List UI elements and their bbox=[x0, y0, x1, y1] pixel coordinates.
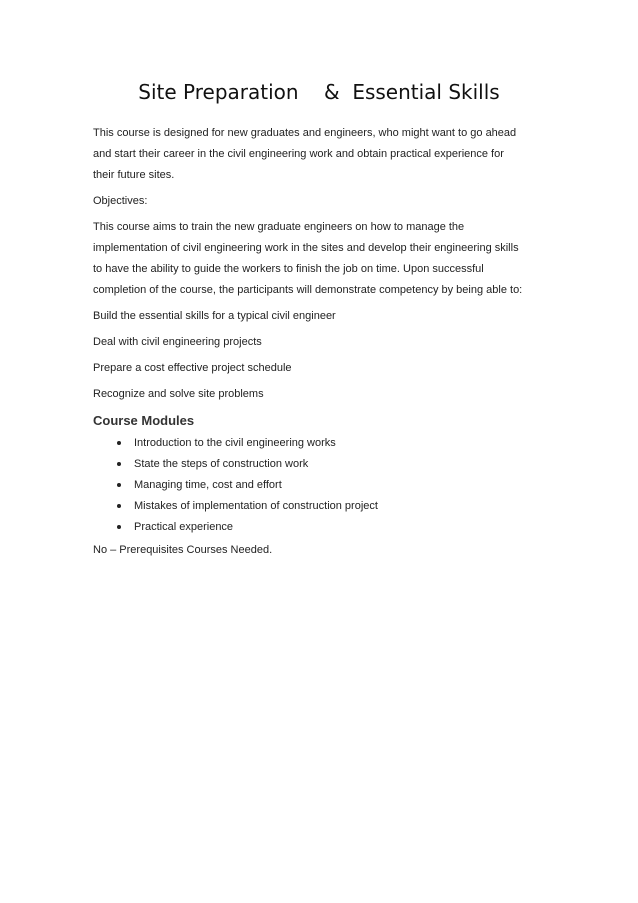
prerequisites-note: No – Prerequisites Courses Needed. bbox=[93, 544, 273, 556]
bullet-icon bbox=[117, 441, 121, 445]
module-label: Managing time, cost and effort bbox=[134, 479, 282, 491]
objectives-line: This course aims to train the new graduate engineers on how to manage the bbox=[93, 221, 465, 233]
bullet-icon bbox=[117, 483, 121, 487]
objectives-line: to have the ability to guide the workers to finish the job on time. Upon successful bbox=[93, 263, 484, 275]
outcome-item: Deal with civil engineering projects bbox=[93, 336, 262, 348]
intro-paragraph bbox=[93, 123, 553, 186]
module-item bbox=[93, 496, 553, 517]
module-item bbox=[93, 433, 553, 454]
intro-line: and start their career in the civil engineering work and obtain practical experience for bbox=[93, 148, 504, 160]
objectives-line: completion of the course, the participants will demonstrate competency by being able to: bbox=[93, 284, 523, 296]
objectives-paragraph bbox=[93, 217, 553, 301]
document-body bbox=[93, 123, 553, 566]
intro-line: This course is designed for new graduates and engineers, who might want to go ahead bbox=[93, 127, 517, 139]
objectives-line: implementation of civil engineering work in the sites and develop their engineering skills bbox=[93, 242, 519, 254]
module-label: Practical experience bbox=[134, 521, 234, 533]
bullet-icon bbox=[117, 462, 121, 466]
modules-heading: Course Modules bbox=[93, 413, 195, 428]
module-item bbox=[93, 454, 553, 475]
bullet-icon bbox=[117, 525, 121, 529]
intro-line: their future sites. bbox=[93, 169, 175, 181]
document-title: Site Preparation & Essential Skills bbox=[138, 80, 500, 104]
objectives-label: Objectives: bbox=[93, 195, 148, 207]
modules-list bbox=[93, 433, 553, 538]
module-label: State the steps of construction work bbox=[134, 458, 309, 470]
outcome-item: Recognize and solve site problems bbox=[93, 388, 264, 400]
module-label: Introduction to the civil engineering works bbox=[134, 437, 336, 449]
module-item bbox=[93, 475, 553, 496]
module-item bbox=[93, 517, 553, 538]
bullet-icon bbox=[117, 504, 121, 508]
outcome-item: Build the essential skills for a typical civil engineer bbox=[93, 310, 336, 322]
module-label: Mistakes of implementation of construction project bbox=[134, 500, 378, 512]
outcome-item: Prepare a cost effective project schedule bbox=[93, 362, 292, 374]
